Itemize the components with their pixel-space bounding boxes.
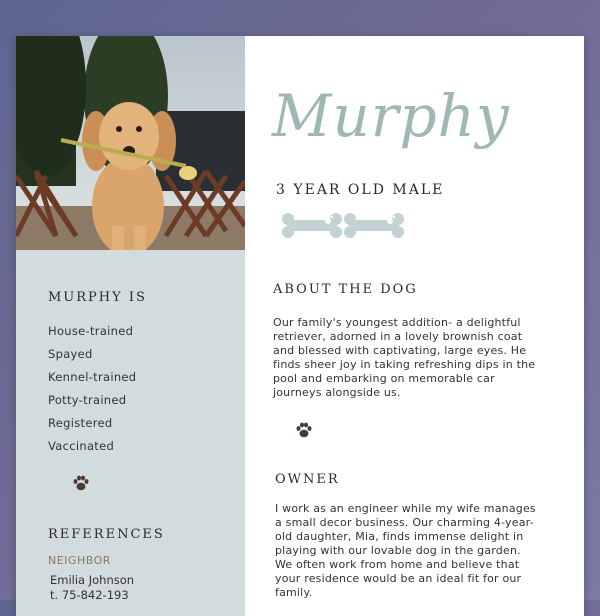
paw-icon [295,421,313,439]
list-item: House-trained [48,324,134,338]
list-item: Vaccinated [48,439,115,453]
list-item: Potty-trained [48,393,127,407]
reference-name: Emilia Johnson [50,573,135,587]
paw-icon [72,474,90,492]
traits-list [48,320,136,458]
traits-heading: MURPHY IS [48,290,147,305]
sidebar [16,36,245,616]
list-item: Kennel-trained [48,370,137,384]
bone-icon [281,211,407,241]
dog-name-title: Murphy [272,82,510,150]
reference-type: NEIGHBOR [48,554,111,567]
resume-page [16,36,584,616]
dog-photo [16,36,245,250]
about-text: Our family's youngest addition- a delightful retriever, adorned in a lovely brownish coat and blessed with captivating, large eyes. He finds sheer joy in taking refreshing dips in the pool and embarking on memorable car journeys alongside us. [273,316,536,399]
list-item: Spayed [48,347,93,361]
owner-text: I work as an engineer while my wife manages a small decor business. Our charming 4-year-old daughter, Mia, finds immense delight in playing with our lovable dog in the garden. We often work from home and believe that your residence would be an ideal fit for our family. [275,502,536,599]
age-sex-subtitle: 3 YEAR OLD MALE [276,182,445,198]
about-heading: ABOUT THE DOG [273,282,418,297]
reference-phone: t. 75-842-193 [50,588,129,602]
list-item: Registered [48,416,113,430]
references-heading: REFERENCES [48,527,165,542]
owner-heading: OWNER [275,472,340,487]
